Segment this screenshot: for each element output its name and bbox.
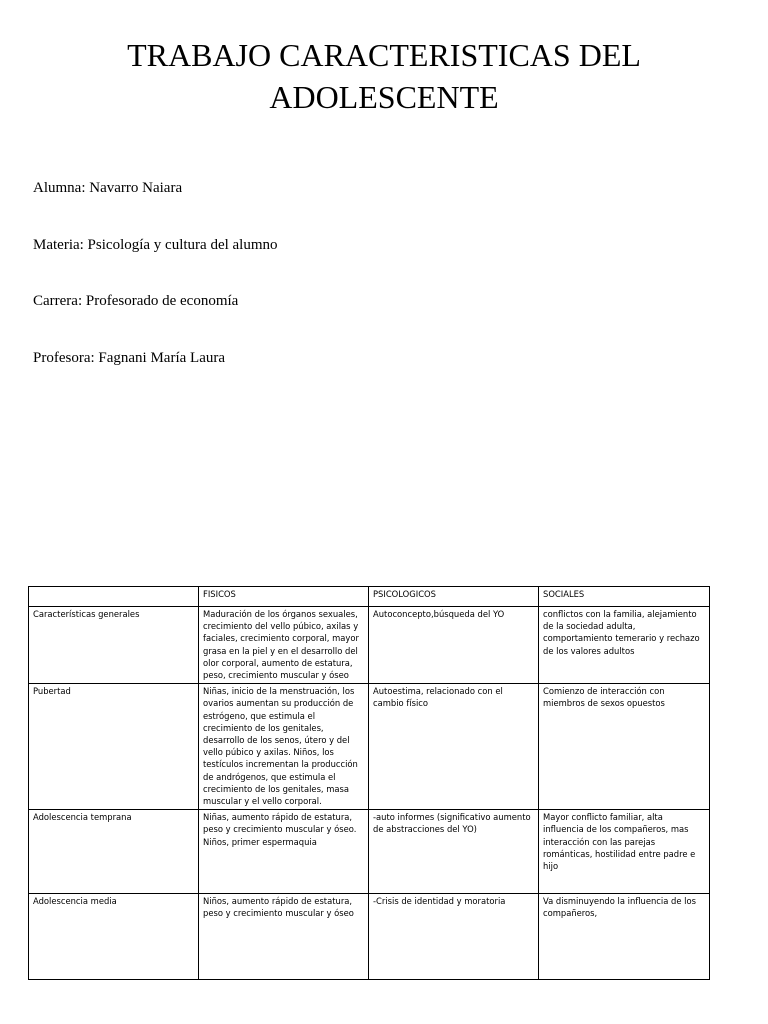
psicologicos-cell: -auto informes (significativo aumento de abstracciones del YO) xyxy=(369,810,539,894)
sociales-cell: Mayor conflicto familiar, alta influencia de los compañeros, mas interacción con las parejas románticas, hostilidad entre padre e hijo xyxy=(539,810,710,894)
row-label-cell: Adolescencia temprana xyxy=(29,810,199,894)
psicologicos-cell: Autoconcepto,búsqueda del YO xyxy=(369,607,539,684)
psicologicos-cell: Autoestima, relacionado con el cambio físico xyxy=(369,684,539,810)
psicologicos-cell: -Crisis de identidad y moratoria xyxy=(369,894,539,980)
sociales-cell: Va disminuyendo la influencia de los compañeros, xyxy=(539,894,710,980)
subject-line: Materia: Psicología y cultura del alumno xyxy=(33,237,278,253)
fisicos-cell: Maduración de los órganos sexuales, crecimiento del vello púbico, axilas y faciales, crecimiento corporal, mayor grasa en la piel y en el desarrollo del olor corporal, aumento de estatura, peso, crecimiento muscular y óseo xyxy=(199,607,369,684)
table-row-pubertad xyxy=(29,684,710,810)
characteristics-table xyxy=(28,586,710,980)
document-title xyxy=(0,34,768,118)
row-label-cell: Pubertad xyxy=(29,684,199,810)
table-row-adolescencia-temprana xyxy=(29,810,710,894)
row-label-cell: Características generales xyxy=(29,607,199,684)
header-cell-empty xyxy=(29,587,199,607)
header-cell-sociales: SOCIALES xyxy=(539,587,710,607)
header-cell-psicologicos: PSICOLOGICOS xyxy=(369,587,539,607)
sociales-cell: Comienzo de interacción con miembros de sexos opuestos xyxy=(539,684,710,810)
header-cell-fisicos: FISICOS xyxy=(199,587,369,607)
table-row-adolescencia-media xyxy=(29,894,710,980)
document-title-line-1: TRABAJO CARACTERISTICAS DEL xyxy=(127,37,641,73)
career-line: Carrera: Profesorado de economía xyxy=(33,293,239,309)
fisicos-cell: Niñas, aumento rápido de estatura, peso y crecimiento muscular y óseo. Niños, primer espermaquia xyxy=(199,810,369,894)
sociales-cell: conflictos con la familia, alejamiento de la sociedad adulta, comportamiento temerario y rechazo de los valores adultos xyxy=(539,607,710,684)
document-title-line-2: ADOLESCENTE xyxy=(269,79,499,115)
teacher-line: Profesora: Fagnani María Laura xyxy=(33,350,226,366)
table-row-caracteristicas-generales xyxy=(29,607,710,684)
row-label-cell: Adolescencia media xyxy=(29,894,199,980)
fisicos-cell: Niños, aumento rápido de estatura, peso y crecimiento muscular y óseo xyxy=(199,894,369,980)
student-line: Alumna: Navarro Naiara xyxy=(33,180,183,196)
table-header-row xyxy=(29,587,710,607)
fisicos-cell: Niñas, inicio de la menstruación, los ovarios aumentan su producción de estrógeno, que estimula el crecimiento de los genitales, desarrollo de los senos, útero y del vello púbico y axilas. Niños, los testículos incrementan la producción de andrógenos, que estimula el crecimiento de los genitales, masa muscular y el vello corporal. xyxy=(199,684,369,810)
